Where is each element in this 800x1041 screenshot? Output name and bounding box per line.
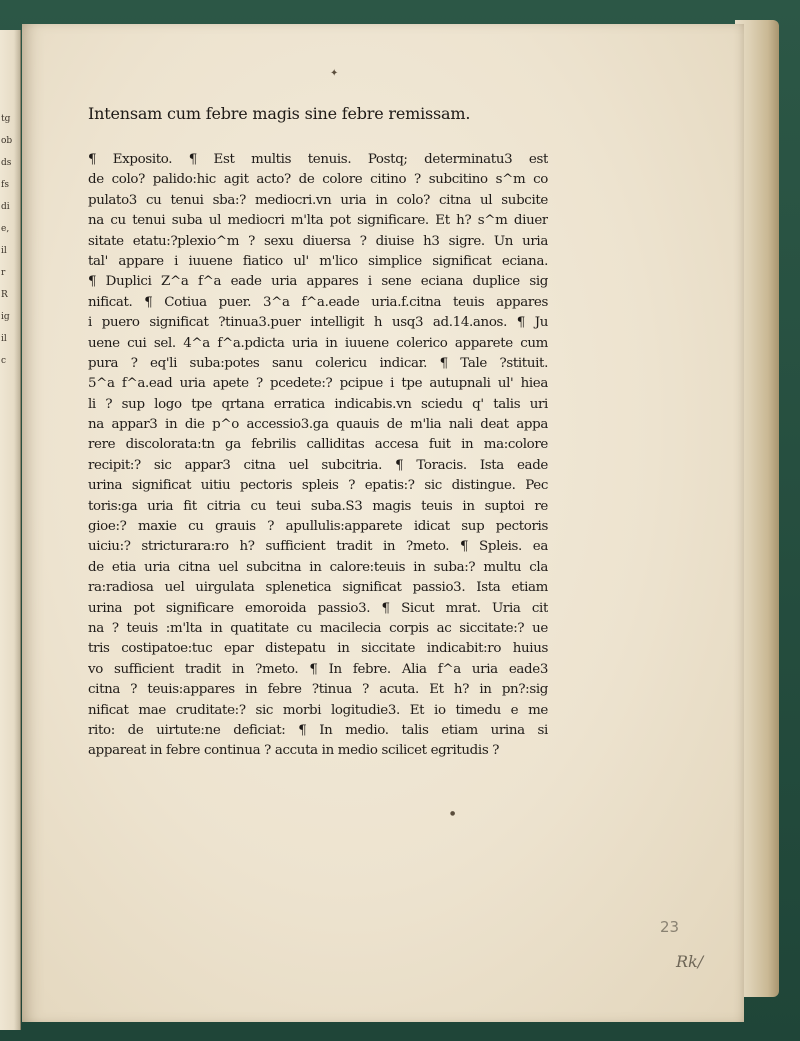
text-line: ¶ Duplici Z^a f^a eade uria appares i sene eciana duplice sig [88,274,548,290]
text-line: uiciu:? stricturara:ro h? sufficient tradit in ?meto. ¶ Spleis. ea [88,539,548,555]
text-line: pulato3 cu tenui sba:? mediocri.vn uria in colo? citna ul subcite [88,192,548,208]
text-line: rito: de uirtute:ne deficiat: ¶ In medio. talis etiam urina si [88,722,548,738]
text-line: urina significat uitiu pectoris spleis ? epatis:? sic distingue. Pec [88,478,548,494]
ink-speck: ✦ [330,68,339,79]
text-line: na appar3 in die p^o accessio3.ga quauis de m'lia nali deat appa [88,417,548,433]
text-line: nificat. ¶ Cotiua puer. 3^a f^a.eade uria.f.citna teuis appares [88,294,548,310]
margin-fragment: c [1,356,7,366]
text-line: recipit:? sic appar3 citna uel subcitria. ¶ Toracis. Ista eade [88,457,548,473]
margin-fragment: tg [1,114,11,124]
margin-fragment: il [1,334,7,344]
text-line: ra:radiosa uel uirgulata splenetica significat passio3. Ista etiam [88,580,548,596]
text-line: 5^a f^a.ead uria apete ? pcedete:? pcipue i tpe autupnali ul' hiea [88,376,548,392]
text-line: sitate etatu:?plexio^m ? sexu diuersa ? diuise h3 sigre. Un uria [88,233,548,249]
margin-fragment: ig [1,312,10,322]
text-line: i puero significat ?tinua3.puer intelligit h usq3 ad.14.anos. ¶ Ju [88,315,548,331]
page-heading: Intensam cum febre magis sine febre remissam. [88,104,471,123]
text-line: na ? teuis :m'lta in quatitate cu macilecia corpis ac siccitate:? ue [88,620,548,636]
text-line: ¶ Exposito. ¶ Est multis tenuis. Postq; determinatu3 est [88,152,548,167]
margin-fragment: ds [1,158,12,168]
margin-fragment: ob [1,136,13,146]
previous-page-edge [0,30,21,1030]
pencil-note: Rk/ [676,952,704,971]
margin-fragment: fs [1,180,9,190]
text-line: gioe:? maxie cu grauis ? apullulis:apparete idicat sup pectoris [88,519,548,535]
text-line: tris costipatoe:tuc epar distepatu in siccitate indicabit:ro huius [88,641,548,657]
margin-fragment: di [1,202,10,212]
folio-number: 23 [660,918,680,936]
text-line: vo sufficient tradit in ?meto. ¶ In febre. Alia f^a uria eade3 [88,661,548,677]
text-line: urina pot significare emoroida passio3. ¶ Sicut mrat. Uria cit [88,600,548,616]
text-line: de colo? palido:hic agit acto? de colore citino ? subcitino s^m co [88,172,548,188]
margin-fragment: r [1,268,6,278]
text-line: tal' appare i iuuene fiatico ul' m'lico simplice significat eciana. [88,253,548,269]
ink-dot: ● [450,810,456,817]
margin-fragment: il [1,246,7,256]
text-line: de etia uria citna uel subcitna in calore:teuis in suba:? multu cla [88,559,548,575]
text-line: toris:ga uria fit citria cu teui suba.S3 magis teuis in suptoi re [88,498,548,514]
text-line: rere discolorata:tn ga febrilis calliditas accesa fuit in ma:colore [88,437,548,453]
text-line: pura ? eq'li suba:potes sanu colericu indicar. ¶ Tale ?stituit. [88,355,548,371]
text-line: na cu tenui suba ul mediocri m'lta pot significare. Et h? s^m diuer [88,213,548,229]
text-line: li ? sup logo tpe qrtana erratica indicabis.vn sciedu q' talis uri [88,396,548,412]
margin-fragment: e, [1,224,10,234]
text-line: uene cui sel. 4^a f^a.pdicta uria in iuuene colerico apparete cum [88,335,548,351]
text-line: appareat in febre continua ? accuta in medio scilicet egritudis ? [88,743,500,759]
margin-fragment: R [1,290,8,300]
text-line: citna ? teuis:appares in febre ?tinua ? acuta. Et h? in pn?:sig [88,682,548,698]
text-line: nificat mae cruditate:? sic morbi logitudie3. Et io timedu e me [88,702,548,718]
body-text-block [88,150,548,762]
